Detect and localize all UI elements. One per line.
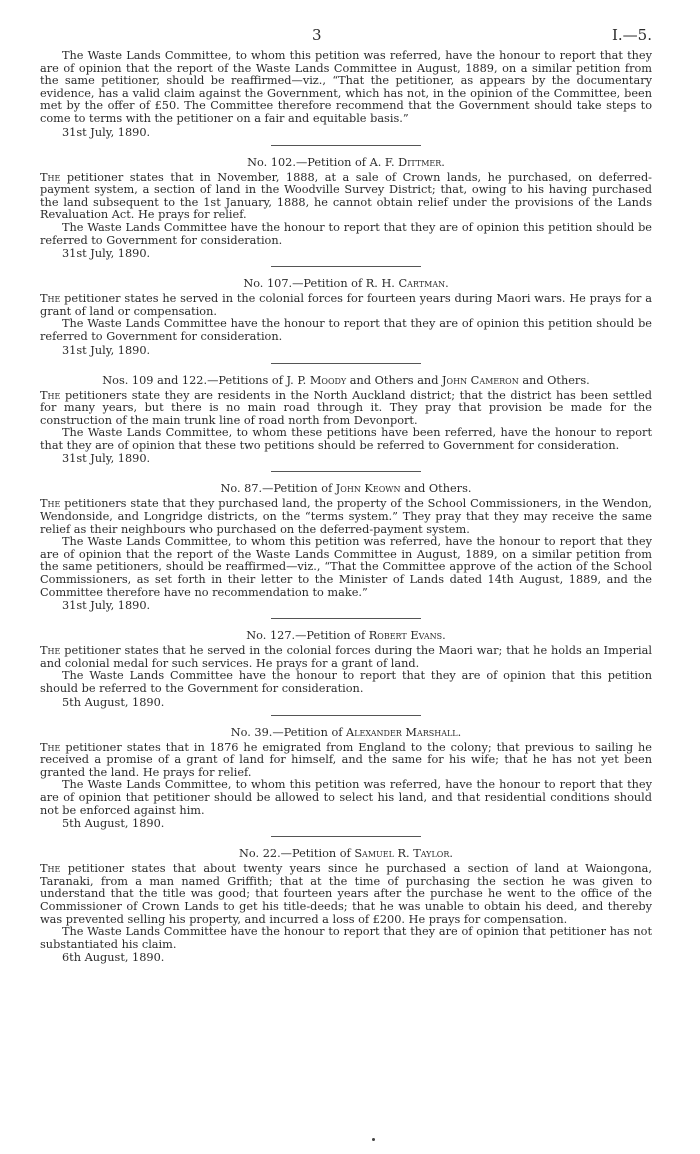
title-prefix: No. 22.—Petition of bbox=[239, 847, 355, 861]
section-divider bbox=[271, 145, 421, 146]
report-date: 31st July, 1890. bbox=[62, 343, 151, 357]
petition-statement bbox=[40, 390, 652, 428]
petition-statement bbox=[40, 645, 652, 670]
title-suffix: and Others. bbox=[518, 373, 590, 387]
committee-report: The Waste Lands Committee, to whom this petition was referred, have the honour to report that they are of opinion that the report of the Waste Lands Committee in August, 1889, on a similar petition from the same petitioners, should be reaffirmed—viz., “That the Committee approve of the action of the School Commissioners, as set forth in their letter to the Minister of Lands dated 14th August, 1889, and the Committee therefore have no recommendation to make.” bbox=[40, 535, 652, 599]
statement-text: petitioner states that he served in the colonial forces during the Maori war; that he holds an Imperial and colonial medal for such services. He prays for a grant of land. bbox=[40, 644, 652, 670]
report-date: 31st July, 1890. bbox=[62, 125, 151, 139]
petition-section bbox=[40, 156, 652, 261]
petition-statement bbox=[40, 742, 652, 780]
petition-section bbox=[40, 726, 652, 831]
committee-report: The Waste Lands Committee have the honour to report that they are of opinion that petitioner has not substantiated his claim. bbox=[40, 925, 652, 951]
title-prefix: No. 127.—Petition of bbox=[246, 629, 369, 643]
petitioner-name: A. F. Dittmer. bbox=[369, 155, 445, 169]
title-prefix: No. 39.—Petition of bbox=[230, 725, 347, 739]
petitioner-name: Robert Evans. bbox=[368, 629, 446, 643]
section-divider bbox=[271, 266, 421, 267]
committee-report: The Waste Lands Committee, to whom this petition was referred, have the honour to report that they are of opinion that petitioner should be allowed to select his land, and that residential conditions should not be enforced against him. bbox=[40, 778, 652, 817]
statement-text: petitioner states that in November, 1888, at a sale of Crown lands, he purchased, on deferred-payment system, a section of land in the Woodville Survey District; that, owing to his having purchased the land subsequent to the 1st January, 1888, he cannot obtain relief under the provisions of the Lands Revaluation Act. He prays for relief. bbox=[40, 170, 652, 222]
title-suffix: and Others. bbox=[400, 482, 472, 496]
petitioner-name: Samuel R. Taylor. bbox=[354, 847, 453, 861]
petitioner-name: John Keown bbox=[335, 482, 401, 496]
committee-report: The Waste Lands Committee have the honour to report that they are of opinion this petition should be referred to Government for consideration. bbox=[40, 220, 652, 247]
lead-word: The bbox=[40, 644, 61, 658]
petition-title bbox=[40, 847, 652, 861]
section-divider bbox=[271, 363, 421, 364]
title-middle: and Others and bbox=[346, 373, 443, 387]
lead-word: The bbox=[40, 388, 61, 402]
petition-title bbox=[40, 482, 652, 496]
petition-title bbox=[40, 629, 652, 643]
petition-title bbox=[40, 374, 652, 388]
report-date: 31st July, 1890. bbox=[62, 247, 151, 261]
intro-section bbox=[40, 50, 652, 139]
petition-section bbox=[40, 277, 652, 356]
title-prefix: Nos. 109 and 122.—Petitions of bbox=[102, 373, 287, 387]
title-prefix: No. 87.—Petition of bbox=[220, 482, 336, 496]
petitioner-name: R. H. Cartman. bbox=[365, 277, 449, 291]
statement-text: petitioners state that they purchased land, the property of the School Commissioners, in the Wendon, Wendonside, and Longridge districts, on the “terms system.” They pray that they may receive the same relief as their neighbours who purchased on the deferred-payment system. bbox=[40, 497, 652, 536]
section-divider bbox=[271, 715, 421, 716]
petition-title bbox=[40, 726, 652, 740]
section-divider bbox=[271, 836, 421, 837]
committee-report: The Waste Lands Committee, to whom these petitions have been referred, have the honour to report that they are of opinion that these two petitions should be referred to Government for consideration. bbox=[40, 426, 652, 452]
committee-report: The Waste Lands Committee have the honour to report that they are of opinion this petition should be referred to Government for consideration. bbox=[40, 317, 652, 343]
page-number: 3 bbox=[312, 26, 322, 44]
petition-title bbox=[40, 277, 652, 291]
report-date: 31st July, 1890. bbox=[62, 599, 151, 613]
report-date: 5th August, 1890. bbox=[62, 817, 165, 831]
page-header bbox=[40, 26, 652, 50]
lead-word: The bbox=[40, 862, 61, 876]
lead-word: The bbox=[40, 740, 61, 754]
petitioner-name: J. P. Moody bbox=[286, 373, 347, 387]
statement-text: petitioner states he served in the colonial forces for fourteen years during Maori wars. He prays for a grant of land or compensation. bbox=[40, 292, 652, 318]
report-paragraph: The Waste Lands Committee, to whom this petition was referred, have the honour to report that they are of opinion that the report of the Waste Lands Committee in August, 1889, on a similar petition from the same petitioner, should be reaffirmed—viz., “That the petitioner, as appears by the documentary evidence, has a valid claim against the Government, which has not, in the opinion of the Committee, been met by the offer of £50. The Committee therefore recommend that the Government should take steps to come to terms with the petitioner on a fair and equitable basis.” bbox=[40, 49, 652, 125]
petition-statement bbox=[40, 172, 652, 222]
statement-text: petitioner states that about twenty years since he purchased a section of land at Waiongona, Taranaki, from a man named Griffith; that at the time of purchasing the section he was given to understand that the title was good; that fourteen years after the purchase he went to the office of the Commissioner of Crown Lands to get his title-deeds; that he was unable to obtain his deed, and thereby was prevented selling his property, and incurred a loss of £200. He prays for compensation. bbox=[40, 862, 652, 926]
page-mark bbox=[372, 1138, 375, 1141]
statement-text: petitioner states that in 1876 he emigrated from England to the colony; that previous to sailing he received a promise of a grant of land for himself, and the same for his wife; that he has not yet been granted the land. He prays for relief. bbox=[40, 740, 652, 779]
petitioner-name-2: John Cameron bbox=[442, 373, 519, 387]
lead-word: The bbox=[40, 292, 61, 306]
petition-statement bbox=[40, 863, 652, 926]
report-date: 5th August, 1890. bbox=[62, 695, 165, 709]
title-prefix: No. 107.—Petition of bbox=[243, 277, 366, 291]
petition-title bbox=[40, 156, 652, 170]
section-divider bbox=[271, 471, 421, 472]
section-divider bbox=[271, 618, 421, 619]
petition-section bbox=[40, 629, 652, 708]
document-page bbox=[40, 26, 652, 964]
petition-statement bbox=[40, 498, 652, 536]
lead-word: The bbox=[40, 497, 61, 511]
petition-statement bbox=[40, 293, 652, 318]
petition-section bbox=[40, 374, 652, 466]
report-date: 31st July, 1890. bbox=[62, 452, 151, 466]
page-reference: I.—5. bbox=[611, 26, 652, 44]
report-date: 6th August, 1890. bbox=[62, 951, 165, 965]
petition-section bbox=[40, 847, 652, 964]
lead-word: The bbox=[40, 170, 61, 184]
title-prefix: No. 102.—Petition of bbox=[247, 155, 370, 169]
petition-section bbox=[40, 482, 652, 612]
committee-report: The Waste Lands Committee have the honour to report that they are of opinion that this petition should be referred to the Government for consideration. bbox=[40, 669, 652, 695]
petitioner-name: Alexander Marshall. bbox=[346, 725, 462, 739]
statement-text: petitioners state they are residents in the North Auckland district; that the district has been settled for many years, but there is no main road through it. They pray that provision be made for the construction of the main trunk line of road north from Devonport. bbox=[40, 388, 652, 427]
